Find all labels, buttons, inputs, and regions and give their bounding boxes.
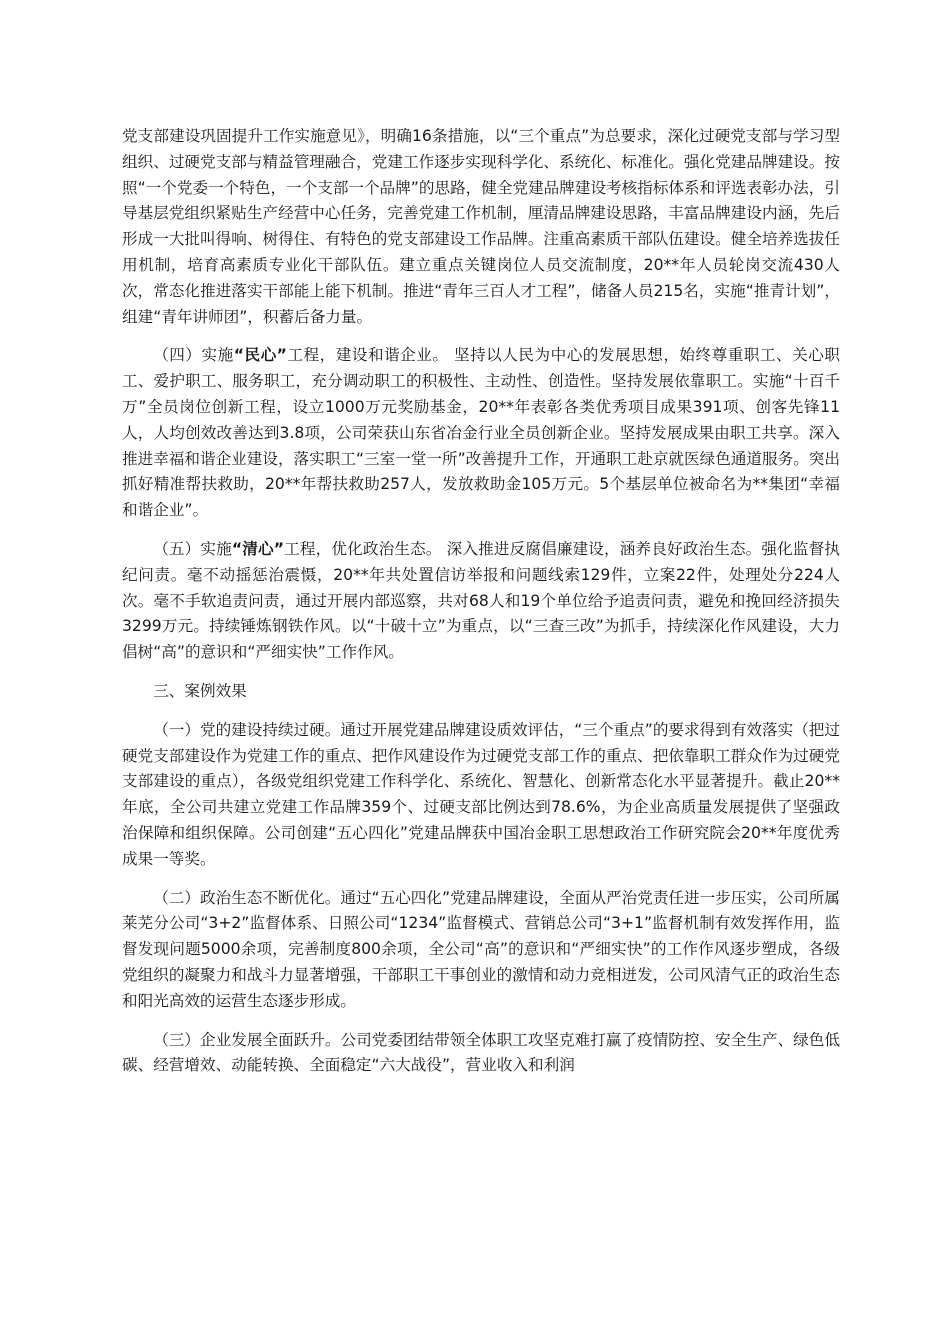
- paragraph-result-3: （三）企业发展全面跃升。公司党委团结带领全体职工攻坚克难打赢了疫情防控、安全生产、绿色低碳、经营增效、动能转换、全面稳定“六大战役”，营业收入和利润: [122, 1030, 840, 1075]
- lead-prefix: （四）实施: [153, 346, 234, 365]
- lead-keyword: “清心”: [231, 539, 285, 558]
- lead-keyword: “民心”: [233, 346, 287, 365]
- paragraph-minxin: [122, 343, 840, 524]
- lead-suffix: 工程，建设和谐企业。: [286, 346, 449, 365]
- paragraph-lead: [153, 540, 441, 558]
- paragraph-qingxin: [122, 537, 840, 666]
- paragraph-text: 党支部建设巩固提升工作实施意见》，明确16条措施，以“三个重点”为总要求，深化过硬党支部与学习型组织、过硬党支部与精益管理融合，党建工作逐步实现科学化、系统化、标准化。强化党建品牌建设。按照“一个党委一个特色，一个支部一个品牌”的思路，健全党建品牌建设考核指标体系和评选表彰办法，引导基层党组织紧贴生产经营中心任务，完善党建工作机制，厘清品牌建设思路，丰富品牌建设内涵，先后形成一大批叫得响、树得住、有特色的党支部建设工作品牌。注重高素质干部队伍建设。健全培养选拔任用机制，培育高素质专业化干部队伍。建立重点关键岗位人员交流制度，20**年人员轮岗交流430人次，常态化推进落实干部能上能下机制。推进“青年三百人才工程”，储备人员215名，实施“推青计划”，组建“青年讲师团”，积蓄后备力量。: [122, 127, 840, 326]
- document-body: [122, 124, 840, 1092]
- paragraph-result-1: （一）党的建设持续过硬。通过开展党建品牌建设质效评估，“三个重点”的要求得到有效落实（把过硬党支部建设作为党建工作的重点、把作风建设作为过硬党支部工作的重点、把依靠职工群众作为过硬党支部建设的重点），各级党组织党建工作科学化、系统化、智慧化、创新常态化水平显著提升。截止20**年底，全公司共建立党建工作品牌359个、过硬支部比例达到78.6%，为企业高质量发展提供了坚强政治保障和组织保障。公司创建“五心四化”党建品牌获中国冶金职工思想政治工作研究院会20**年度优秀成果一等奖。: [122, 720, 840, 868]
- lead-suffix: 工程，优化政治生态。: [284, 539, 442, 558]
- paragraph-result-2: （二）政治生态不断优化。通过“五心四化”党建品牌建设，全面从严治党责任进一步压实，公司所属莱芜分公司“3+2”监督体系、日照公司“1234”监督模式、营销总公司“3+1”监督机制有效发挥作用，监督发现问题5000余项，完善制度800余项，全公司“高”的意识和“严细实快”的工作作风逐步塑成，各级党组织的凝聚力和战斗力显著增强，干部职工干事创业的激情和动力竞相迸发，公司风清气正的政治生态和阳光高效的运营生态逐步形成。: [122, 888, 840, 1010]
- section-heading: 三、案例效果: [153, 681, 247, 700]
- paragraph-text: 坚持以人民为中心的发展思想，始终尊重职工、关心职工、爱护职工、服务职工，充分调动职工的积极性、主动性、创造性。坚持发展依靠职工。实施“十百千万”全员岗位创新工程，设立1000万元奖励基金，20**年表彰各类优秀项目成果391项、创客先锋11人，人均创效改善达到3.8项，公司荣获山东省冶金行业全员创新企业。坚持发展成果由职工共享。深入推进幸福和谐企业建设，落实职工“三室一堂一所”改善提升工作，开通职工赴京就医绿色通道服务。突出抓好精准帮扶救助，20**年帮扶救助257人，发放救助金105万元。5个基层单位被命名为**集团“幸福和谐企业”。: [122, 346, 840, 520]
- paragraph-lead: [153, 346, 448, 364]
- paragraph-party-branch: [122, 124, 840, 330]
- lead-prefix: （五）实施: [153, 539, 232, 558]
- paragraph-text: 深入推进反腐倡廉建设，涵养良好政治生态。强化监督执纪问责。毫不动摇惩治震慑，20**年共处置信访举报和问题线索129件，立案22件，处理处分224人次。毫不手软追责问责，通过开展内部巡察，共对68人和19个单位给予追责问责，避免和挽回经济损失3299万元。持续锤炼钢铁作风。以“十破十立”为重点，以“三查三改”为抓手，持续深化作风建设，大力倡树“高”的意识和“严细实快”工作作风。: [122, 539, 840, 662]
